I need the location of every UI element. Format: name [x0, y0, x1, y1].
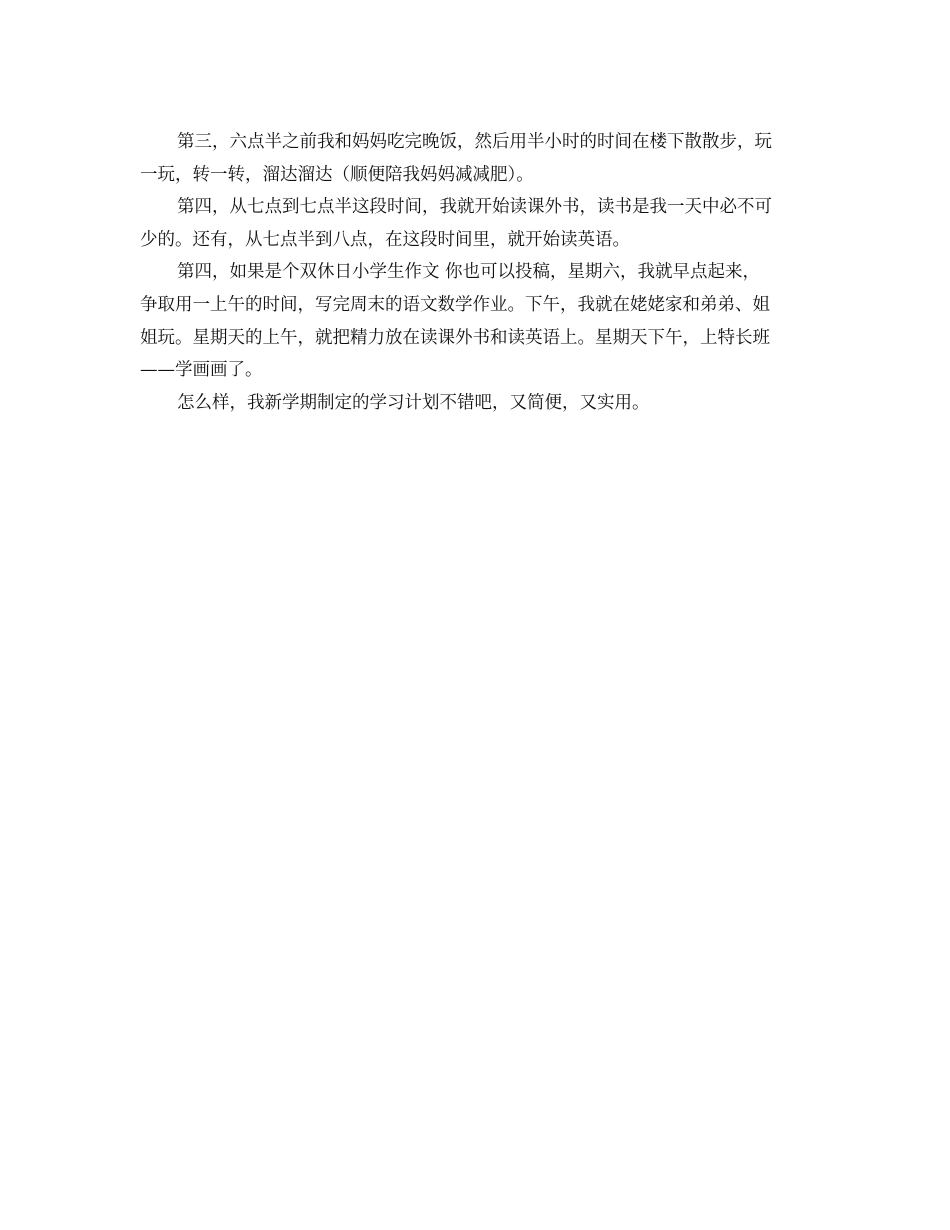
paragraph-line: 一玩，转一转，溜达溜达（顺便陪我妈妈减减肥）。	[140, 164, 534, 185]
paragraph-line: 少的。还有，从七点半到八点，在这段时间里，就开始读英语。	[140, 229, 630, 250]
paragraph-line: 第四，如果是个双休日小学生作文 你也可以投稿，星期六，我就早点起来，	[177, 262, 761, 283]
paragraph-1	[140, 126, 813, 191]
paragraph-3	[140, 256, 813, 386]
paragraph-line: 第三，六点半之前我和妈妈吃完晚饭，然后用半小时的时间在楼下散散步，玩	[177, 132, 772, 152]
paragraph-line: 第四，从七点到七点半这段时间，我就开始读课外书，读书是我一天中必不可	[177, 197, 772, 218]
paragraph-4	[140, 387, 813, 420]
paragraph-line: 争取用一上午的时间，写完周末的语文数学作业。下午，我就在姥姥家和弟弟、姐	[140, 294, 770, 315]
paragraph-2	[140, 191, 813, 256]
paragraph-line: ——学画画了。	[140, 360, 263, 381]
paragraph-line: 姐玩。星期天的上午，就把精力放在读课外书和读英语上。星期天下午，上特长班	[140, 327, 770, 348]
paragraph-line: 怎么样，我新学期制定的学习计划不错吧，又简便，又实用。	[177, 392, 650, 413]
document-body	[140, 126, 813, 419]
